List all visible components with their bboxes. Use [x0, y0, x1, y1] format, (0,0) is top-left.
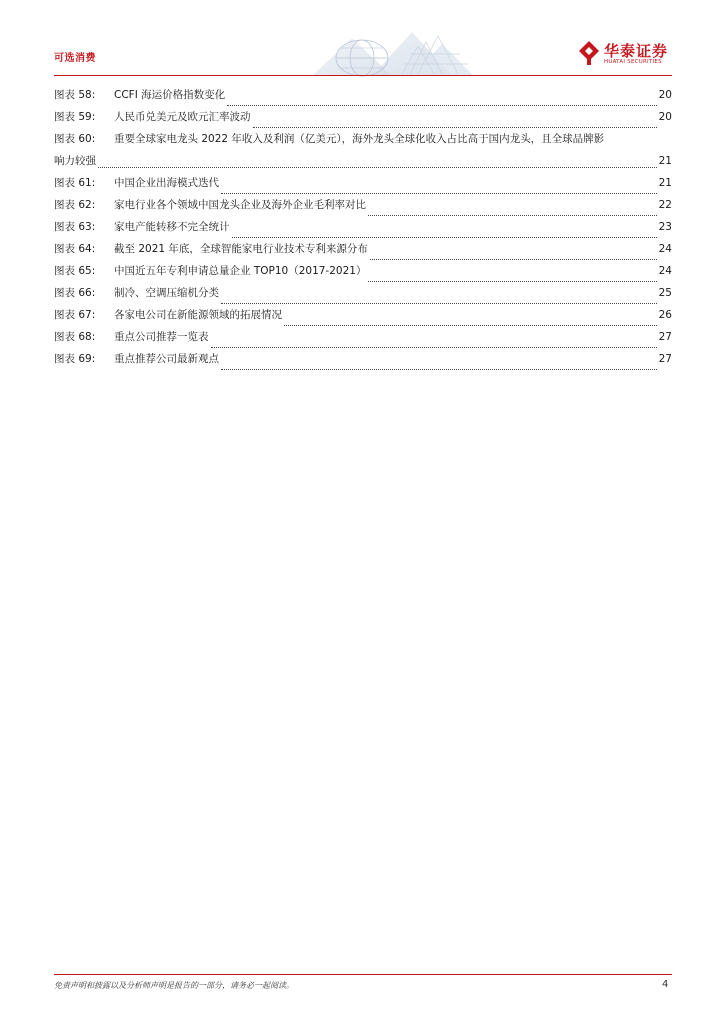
header-rule	[54, 75, 672, 76]
section-tag: 可选消费	[54, 53, 96, 64]
toc-number: 图表 65:	[54, 265, 96, 277]
toc-page: 22	[658, 199, 672, 211]
toc-page: 21	[658, 177, 672, 189]
toc-page: 20	[658, 89, 672, 101]
toc-number: 图表 69:	[54, 353, 96, 365]
toc-number: 图表 67:	[54, 309, 96, 321]
toc-page: 24	[658, 243, 672, 255]
footer-rule	[54, 974, 672, 975]
toc-page: 23	[658, 221, 672, 233]
toc-title: 家电产能转移不完全统计	[114, 221, 230, 233]
toc-leader-dots	[221, 184, 657, 194]
toc-leader-dots	[368, 206, 657, 216]
toc-entry-60[interactable]	[54, 132, 672, 168]
toc-title: 人民币兑美元及欧元汇率波动	[114, 111, 251, 123]
toc-entry-59[interactable]	[54, 110, 672, 132]
toc-title: 重点推荐公司最新观点	[114, 353, 219, 365]
toc-title: 重要全球家电龙头 2022 年收入及利润（亿美元），海外龙头全球化收入占比高于国内龙头，且全球品牌影	[114, 133, 605, 145]
toc-page: 27	[658, 331, 672, 343]
toc-entry-67[interactable]	[54, 308, 672, 330]
toc-entry-69[interactable]	[54, 352, 672, 374]
toc-entry-68[interactable]	[54, 330, 672, 352]
toc-number: 图表 68:	[54, 331, 96, 343]
toc-page: 26	[658, 309, 672, 321]
logo-english-text: HUATAI SECURITIES	[604, 59, 662, 65]
header-decorative-graphic	[292, 24, 478, 78]
page-number: 4	[662, 979, 669, 990]
toc-leader-dots	[98, 158, 657, 168]
toc-entry-58[interactable]	[54, 88, 672, 110]
toc-entry-62[interactable]	[54, 198, 672, 220]
toc-number: 图表 63:	[54, 221, 96, 233]
toc-entry-61[interactable]	[54, 176, 672, 198]
toc-leader-dots	[370, 250, 657, 260]
company-logo	[578, 40, 674, 70]
toc-leader-dots	[227, 96, 656, 106]
toc-number: 图表 66:	[54, 287, 96, 299]
toc-title-continuation: 响力较强	[54, 155, 96, 167]
toc-title: 中国近五年专利申请总量企业 TOP10（2017-2021）	[114, 265, 367, 277]
footer-disclaimer: 免责声明和披露以及分析师声明是报告的一部分，请务必一起阅读。	[54, 981, 294, 990]
toc-number: 图表 59:	[54, 111, 96, 123]
toc-entry-65[interactable]	[54, 264, 672, 286]
toc-leader-dots	[284, 316, 657, 326]
logo-mark-icon	[578, 40, 600, 66]
toc-page: 24	[658, 265, 672, 277]
toc-number: 图表 64:	[54, 243, 96, 255]
toc-title: CCFI 海运价格指数变化	[114, 89, 226, 101]
toc-title: 截至 2021 年底，全球智能家电行业技术专利来源分布	[114, 243, 368, 255]
table-of-figures	[54, 88, 672, 374]
toc-title: 中国企业出海模式迭代	[114, 177, 219, 189]
toc-leader-dots	[221, 294, 657, 304]
toc-leader-dots	[368, 272, 656, 282]
toc-title: 制冷、空调压缩机分类	[114, 287, 219, 299]
toc-entry-64[interactable]	[54, 242, 672, 264]
toc-leader-dots	[221, 360, 657, 370]
toc-number: 图表 60:	[54, 133, 96, 145]
logo-chinese-text: 华泰证券	[604, 42, 669, 60]
page-header	[0, 0, 724, 80]
toc-number: 图表 61:	[54, 177, 96, 189]
toc-page: 27	[658, 353, 672, 365]
toc-leader-dots	[232, 228, 657, 238]
toc-page: 25	[658, 287, 672, 299]
toc-entry-66[interactable]	[54, 286, 672, 308]
toc-title: 重点公司推荐一览表	[114, 331, 209, 343]
toc-title: 各家电公司在新能源领域的拓展情况	[114, 309, 282, 321]
toc-title: 家电行业各个领域中国龙头企业及海外企业毛利率对比	[114, 199, 366, 211]
toc-leader-dots	[211, 338, 657, 348]
toc-page: 20	[658, 111, 672, 123]
toc-number: 图表 58:	[54, 89, 96, 101]
toc-entry-63[interactable]	[54, 220, 672, 242]
toc-leader-dots	[253, 118, 657, 128]
toc-page: 21	[658, 155, 672, 167]
toc-number: 图表 62:	[54, 199, 96, 211]
